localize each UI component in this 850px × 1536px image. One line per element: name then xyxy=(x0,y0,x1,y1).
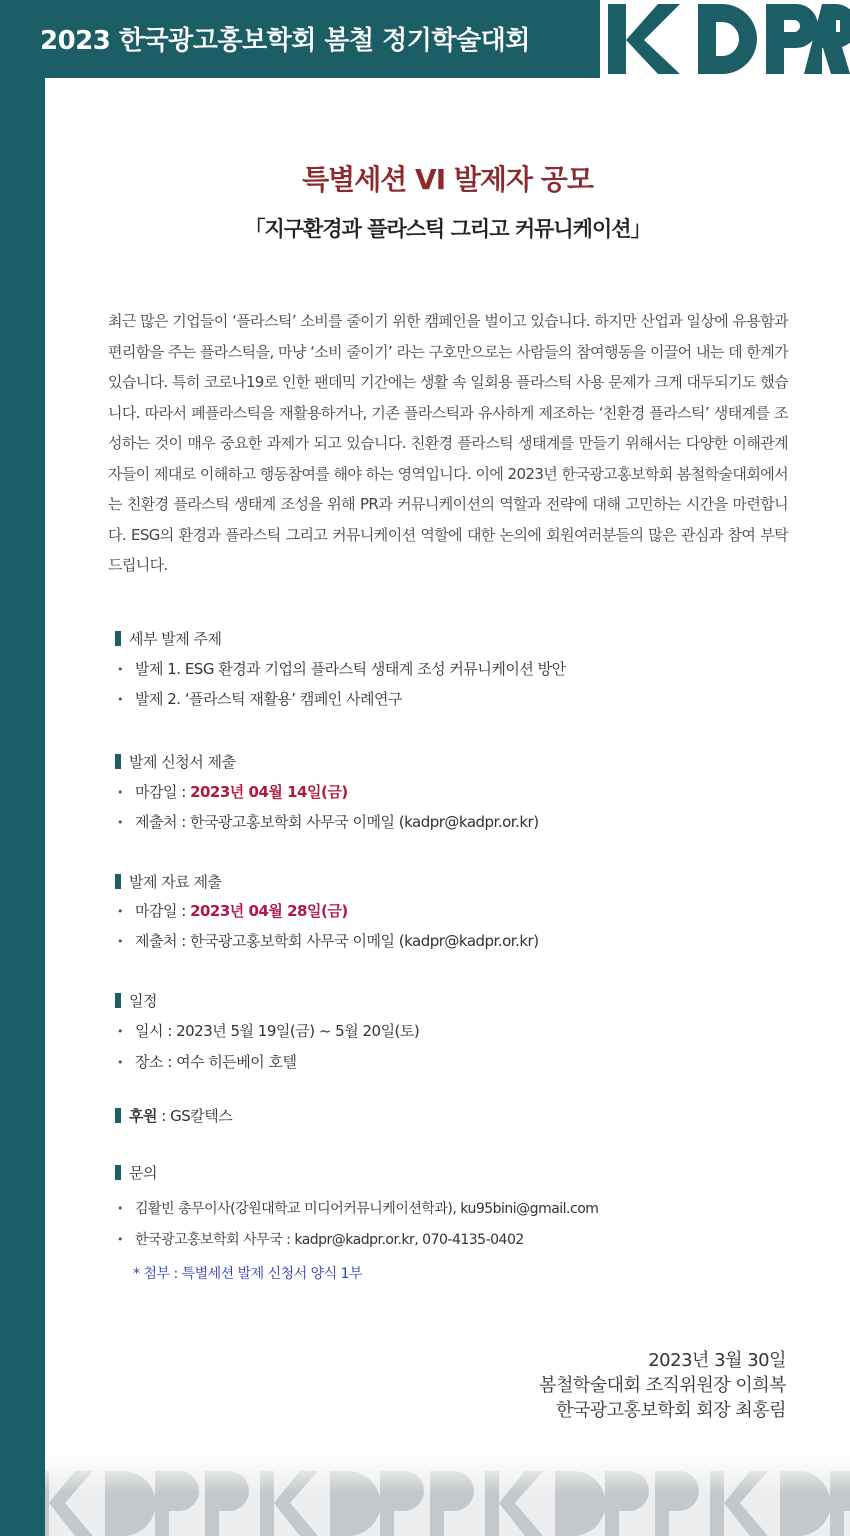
list-item: • 한국광고홍보학회 사무국 : kadpr@kadpr.or.kr, 070-4135-0402 xyxy=(117,1232,524,1248)
bullet-dot: • xyxy=(117,693,123,706)
event-title: 2023 한국광고홍보학회 봄철 정기학술대회 xyxy=(40,26,530,56)
list-item: • 제출처 : 한국광고홍보학회 사무국 이메일 (kadpr@kadpr.or.kr) xyxy=(117,813,539,831)
attachment-note: * 첨부 : 특별세션 발제 신청서 양식 1부 xyxy=(133,1266,363,1282)
notice-main-title: 특별세션 VI 발제자 공모 xyxy=(302,163,593,196)
bullet-dot: • xyxy=(117,935,123,948)
bullet-dot: • xyxy=(117,1202,123,1215)
section-marker xyxy=(115,993,121,1008)
signature-line-1: 봄철학술대회 조직위원장 이희복 xyxy=(539,1375,786,1396)
bullet-dot: • xyxy=(117,1025,123,1038)
intro-paragraph: 최근 많은 기업들이 ‘플라스틱’ 소비를 줄이기 위한 캠페인을 벌이고 있습니다. 하지만 산업과 일상에 유용함과 편리함을 주는 플라스틱을, 마냥 ‘소비 줄이기’ 라는 구호만으로는 사람들의 참여행동을 이끌어 내는 데 한계가 있습니다. 특히 코로나19로 인한 팬데믹 기간에는 생활 속 일회용 플라스틱 사용 문제가 크게 대두되기도 했습니다. 따라서 폐플라스틱을 재활용하거나, 기존 플라스틱과 유사하게 제조하는 ‘친환경 플라스틱’ 생태계를 조성하는 것이 매우 중요한 과제가 되고 있습니다. 친환경 플라스틱 생태계를 만들기 위해서는 다양한 이해관계자들이 제대로 이해하고 행동참여를 해야 하는 영역입니다. 이에 2023년 한국광고홍보학회 봄철학술대회에서는 친환경 플라스틱 생태계 조성을 위해 PR과 커뮤니케이션의 역할과 전략에 대해 고민하는 시간을 마련합니다. ESG의 환경과 플라스틱 그리고 커뮤니케이션 역할에 대한 논의에 회원여러분들의 많은 관심과 참여 부탁드립니다. xyxy=(108,312,788,574)
section-marker xyxy=(115,1108,121,1123)
section-application-heading: 발제 신청서 제출 xyxy=(115,751,235,772)
list-item: • 마감일 : 2023년 04월 28일(금) xyxy=(117,902,348,920)
signature-line-2: 한국광고홍보학회 회장 최홍림 xyxy=(556,1400,786,1421)
bullet-dot: • xyxy=(117,1233,123,1246)
notice-body xyxy=(45,78,850,1536)
bullet-dot: • xyxy=(117,1056,123,1069)
section-marker xyxy=(115,874,121,889)
section-contact-heading: 문의 xyxy=(115,1162,157,1183)
section-schedule-heading: 일정 xyxy=(115,990,157,1011)
section-marker xyxy=(115,1165,121,1180)
footer-logo-repeat-icon xyxy=(45,1453,850,1536)
bullet-dot: • xyxy=(117,816,123,829)
bullet-dot: • xyxy=(117,663,123,676)
section-marker xyxy=(115,631,121,646)
footer-pattern xyxy=(45,1453,850,1536)
kadpr-logo xyxy=(600,0,850,78)
list-item: • 장소 : 여수 히든베이 호텔 xyxy=(117,1053,297,1071)
materials-deadline: 2023년 04월 28일(금) xyxy=(190,902,348,920)
section-topics-heading: 세부 발제 주제 xyxy=(115,628,221,649)
section-sponsor: 후원 : GS칼텍스 xyxy=(115,1105,232,1126)
bullet-dot: • xyxy=(117,786,123,799)
application-deadline: 2023년 04월 14일(금) xyxy=(190,783,348,801)
bullet-dot: • xyxy=(117,905,123,918)
signature-date: 2023년 3월 30일 xyxy=(648,1350,786,1371)
section-materials-heading: 발제 자료 제출 xyxy=(115,871,221,892)
list-item: • 일시 : 2023년 5월 19일(금) ~ 5월 20일(토) xyxy=(117,1022,420,1040)
section-marker xyxy=(115,754,121,769)
list-item: • 발제 2. ‘플라스틱 재활용’ 캠페인 사례연구 xyxy=(117,690,403,708)
list-item: • 김활빈 총무이사(강원대학교 미디어커뮤니케이션학과), ku95bini@gmail.com xyxy=(117,1201,599,1217)
notice-sub-title: 「지구환경과 플라스틱 그리고 커뮤니케이션」 xyxy=(244,217,651,241)
list-item: • 제출처 : 한국광고홍보학회 사무국 이메일 (kadpr@kadpr.or.kr) xyxy=(117,932,539,950)
list-item: • 발제 1. ESG 환경과 기업의 플라스틱 생태계 조성 커뮤니케이션 방안 xyxy=(117,660,566,678)
list-item: • 마감일 : 2023년 04월 14일(금) xyxy=(117,783,348,801)
